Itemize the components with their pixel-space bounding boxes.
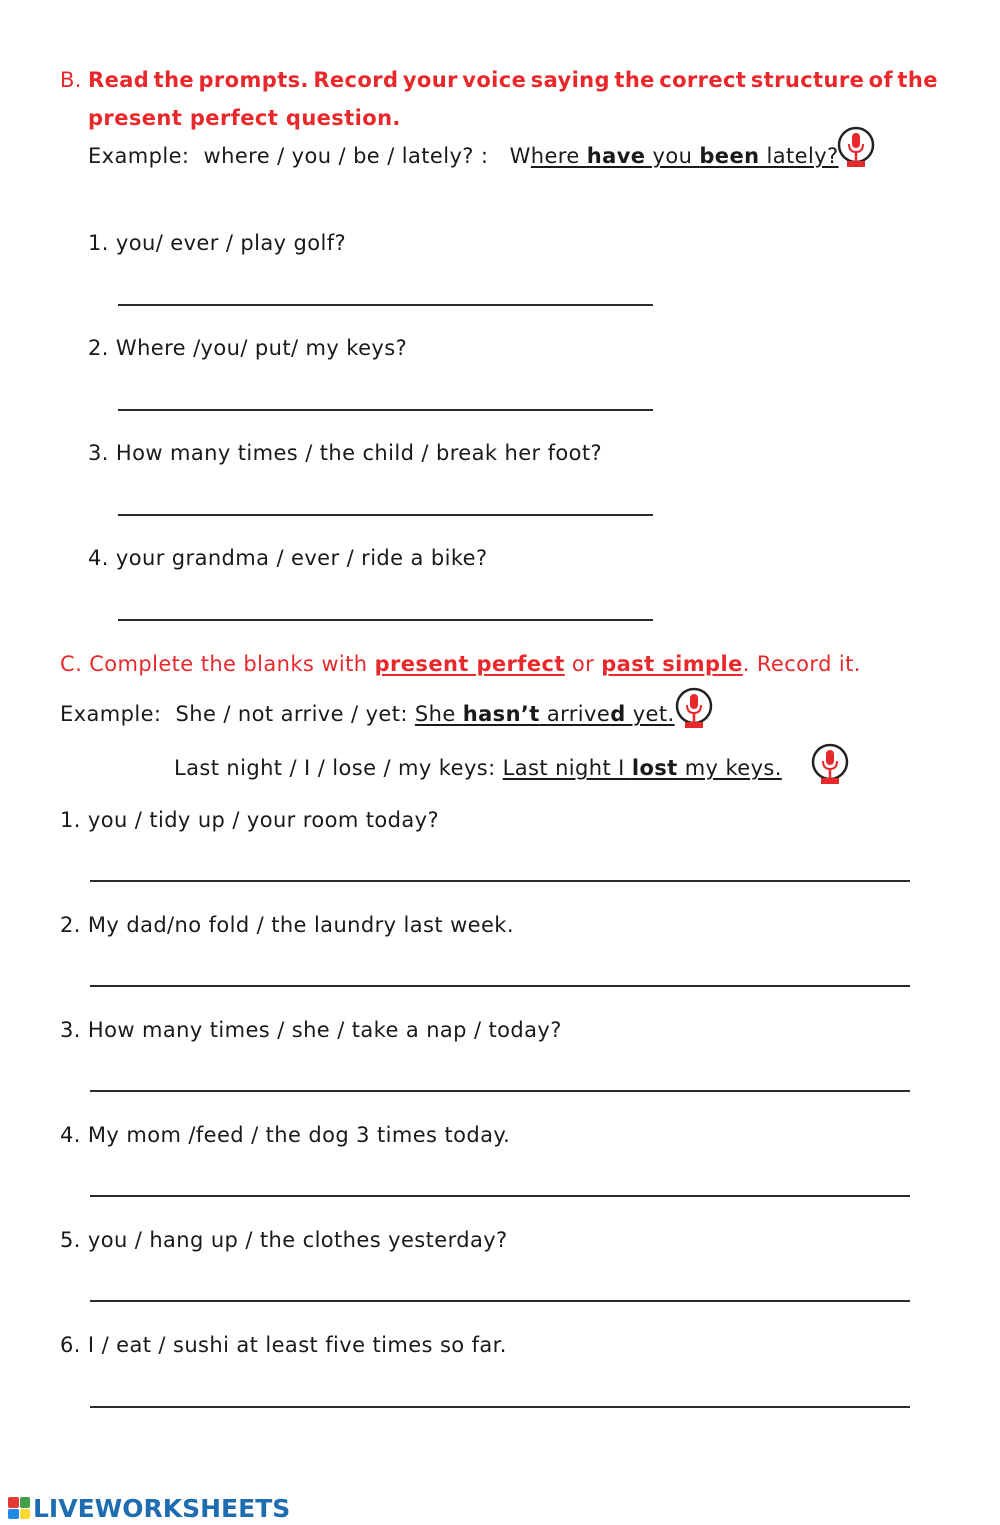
section-c-item-1: 1. you / tidy up / your room today? (60, 808, 440, 832)
section-c-item-4: 4. My mom /feed / the dog 3 times today. (60, 1123, 511, 1147)
answer-blank-c1[interactable] (90, 880, 910, 882)
example1-answer: She hasn’t arrived yet. (414, 702, 675, 726)
instruction-word: Record (313, 68, 399, 92)
instruction-word: the (153, 68, 195, 92)
liveworksheets-logo[interactable] (8, 1493, 290, 1523)
microphone-record-icon[interactable] (836, 125, 876, 169)
instruction-word: voice (462, 68, 527, 92)
instruction-word: the (614, 68, 655, 92)
instruction-word: correct (659, 68, 747, 92)
example-label: Example: (88, 144, 190, 168)
instruction-word: of (868, 68, 894, 92)
section-c-example-1: Example: She / not arrive / yet: She hasn’t arrived yet. (60, 702, 675, 726)
section-c-example-2: Last night / I / lose / my keys: Last night I lost my keys. (174, 756, 782, 780)
answer-blank-c3[interactable] (90, 1090, 910, 1092)
example-prompt: where / you / be / lately? : (203, 144, 489, 168)
section-b-item-4: 4. your grandma / ever / ride a bike? (88, 546, 488, 570)
section-c-instruction: C. Complete the blanks with present perfect or past simple. Record it. (60, 652, 861, 676)
instruction-word: saying (530, 68, 610, 92)
section-c-item-2: 2. My dad/no fold / the laundry last week. (60, 913, 514, 937)
term-present-perfect: present perfect (374, 652, 565, 676)
section-b-item-1: 1. you/ ever / play golf? (88, 231, 347, 255)
section-b-instruction-line1 (88, 68, 938, 92)
microphone-record-icon[interactable] (674, 686, 714, 730)
section-c-item-5: 5. you / hang up / the clothes yesterday? (60, 1228, 508, 1252)
answer-blank-c4[interactable] (90, 1195, 910, 1197)
answer-blank-b4[interactable] (118, 619, 653, 621)
section-b-item-2: 2. Where /you/ put/ my keys? (88, 336, 408, 360)
instruction-word: your (402, 68, 458, 92)
answer-blank-b1[interactable] (118, 304, 653, 306)
answer-blank-b2[interactable] (118, 409, 653, 411)
section-b-example (88, 144, 839, 168)
answer-blank-c6[interactable] (90, 1406, 910, 1408)
instruction-word: the (897, 68, 938, 92)
answer-blank-c2[interactable] (90, 985, 910, 987)
section-c-item-3: 3. How many times / she / take a nap / today? (60, 1018, 562, 1042)
example2-answer: Last night I lost my keys. (502, 756, 782, 780)
example-answer-w: W (509, 144, 531, 168)
instruction-word: Read (88, 68, 150, 92)
answer-blank-c5[interactable] (90, 1300, 910, 1302)
logo-grid-icon (8, 1497, 30, 1519)
section-b-instruction-line2: present perfect question. (88, 106, 401, 130)
microphone-record-icon[interactable] (810, 742, 850, 786)
section-b-letter: B. (60, 68, 82, 92)
instruction-word: prompts. (198, 68, 309, 92)
term-past-simple: past simple (601, 652, 743, 676)
example-answer: here have you been lately? (530, 144, 839, 168)
answer-blank-b3[interactable] (118, 514, 653, 516)
instruction-word: structure (750, 68, 865, 92)
section-c-item-6: 6. I / eat / sushi at least five times so far. (60, 1333, 507, 1357)
section-b-item-3: 3. How many times / the child / break her foot? (88, 441, 603, 465)
logo-text: LIVEWORKSHEETS (33, 1493, 291, 1523)
